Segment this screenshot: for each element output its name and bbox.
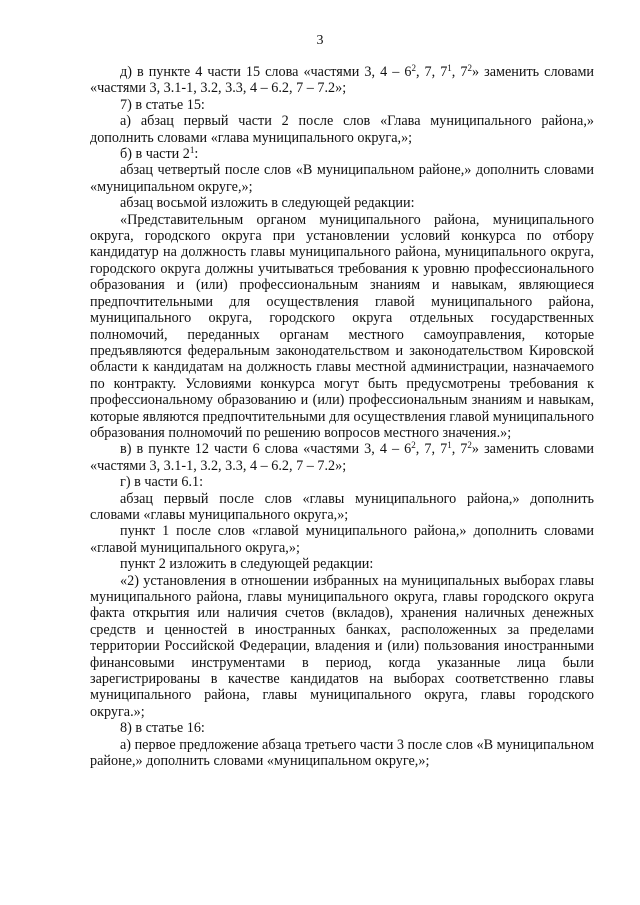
paragraph xyxy=(90,162,594,195)
superscript: 1 xyxy=(447,63,452,73)
paragraph xyxy=(90,720,594,736)
document-body xyxy=(90,64,594,769)
paragraph xyxy=(90,491,594,524)
paragraph xyxy=(90,97,594,113)
paragraph xyxy=(90,523,594,556)
text-run: а) первое предложение абзаца третьего части 3 после слов «В муниципальном районе,» дополнить словами «муниципальном округе,»; xyxy=(90,736,594,770)
text-run: абзац первый после слов «главы муниципального района,» дополнить словами «главы муниципального округа,»; xyxy=(90,490,594,523)
paragraph xyxy=(90,113,594,146)
superscript: 2 xyxy=(411,63,416,73)
text-run: абзац четвертый после слов «В муниципальном районе,» дополнить словами «муниципальном округе,»; xyxy=(90,162,594,195)
paragraph xyxy=(90,441,594,474)
superscript: 2 xyxy=(467,440,472,451)
superscript: 2 xyxy=(411,440,416,451)
text-run: : xyxy=(194,146,199,163)
paragraph xyxy=(90,573,594,721)
superscript: 1 xyxy=(447,440,452,451)
superscript: 2 xyxy=(467,63,472,73)
paragraph xyxy=(90,212,594,442)
text-run: «2) установления в отношении избранных на муниципальных выборах главы муниципального района, главы муниципального округа, главы городского округа факта открытия или наличия счетов (вкладов), хранения наличных денежных средств и ценностей в иностранных банках, расположенных за пределами территории Российской Федерации, владения и (или) пользования иностранными финансовыми инструментами в период, когда указанные лица были зарегистрированы в качестве кандидатов на выборах соответственно главы муниципального района, главы муниципального округа, главы городского округа.»; xyxy=(90,572,594,720)
text-run: , 7 xyxy=(451,64,468,80)
paragraph xyxy=(90,474,594,490)
text-run: «Представительным органом муниципального района, муниципального округа, городского округа при установлении условий конкурса по отбору кандидатур на должность главы муниципального района, муниципального округа, городского округа должны учитываться требования к уровню профессионального образования и (или) профессиональным знаниям и навыкам, являющиеся предпочтительными для осуществления главой муниципального района, муниципального округа, городского округа отдельных государственных полномочий, переданных органам местного самоуправления, которые предъявляются федеральным законодательством и законодательством Кировской области к кандидатам на должность главы местной администрации, назначаемого по контракту. Условиями конкурса могут быть предусмотрены требования к профессиональному образованию и (или) профессиональным знаниям и навыкам, которые являются предпочтительными для осуществления главой муниципального образования полномочий по решению вопросов местного значения.»; xyxy=(90,211,594,441)
text-run: абзац восьмой изложить в следующей редакции: xyxy=(120,195,415,212)
text-run: , 7 xyxy=(451,441,468,458)
paragraph xyxy=(90,64,594,97)
text-run: б) в части 2 xyxy=(120,146,190,163)
text-run: пункт 1 после слов «главой муниципального района,» дополнить словами «главой муниципального округа,»; xyxy=(90,523,594,556)
paragraph xyxy=(90,737,594,770)
text-run: д) в пункте 4 части 15 слова «частями 3, 4 – 6 xyxy=(120,64,412,80)
text-run: в) в пункте 12 части 6 слова «частями 3, 4 – 6 xyxy=(120,441,412,458)
text-run: » заменить словами «частями 3, 3.1-1, 3.2, 3.3, 4 – 6.2, 7 – 7.2»; xyxy=(90,441,595,474)
superscript: 1 xyxy=(189,145,195,156)
paragraph xyxy=(90,195,594,211)
text-run: 7) в статье 15: xyxy=(120,96,205,113)
text-run: 8) в статье 16: xyxy=(120,720,205,737)
text-run: г) в части 6.1: xyxy=(120,474,204,491)
paragraph xyxy=(90,556,594,572)
text-run: пункт 2 изложить в следующей редакции: xyxy=(120,556,374,573)
text-run: » заменить словами «частями 3, 3.1-1, 3.2, 3.3, 4 – 6.2, 7 – 7.2»; xyxy=(90,64,595,97)
text-run: а) абзац первый части 2 после слов «Глава муниципального района,» дополнить словами «глава муниципального округа,»; xyxy=(90,113,594,146)
text-run: , 7, 7 xyxy=(415,441,448,458)
page-number: 3 xyxy=(316,33,324,48)
text-run: , 7, 7 xyxy=(415,64,448,80)
paragraph xyxy=(90,146,594,162)
